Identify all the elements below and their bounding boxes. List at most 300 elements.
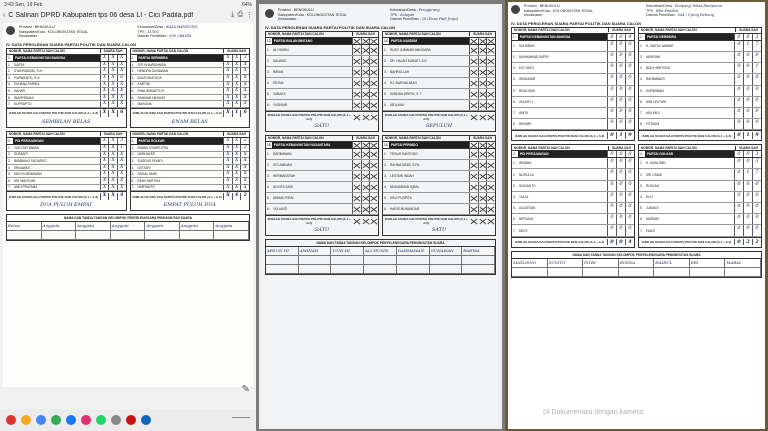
vote-digit: 0 — [616, 52, 625, 62]
back-icon[interactable]: ‹ — [3, 11, 6, 19]
vote-cells — [223, 193, 249, 200]
vote-digit: 0 — [625, 86, 634, 96]
vote-cells — [223, 68, 249, 74]
party-grid — [508, 27, 765, 142]
candidate-name: HERMANSYAH — [273, 173, 296, 178]
candidate-row — [383, 149, 495, 160]
candidate-row — [131, 158, 250, 165]
candidate-number: 6. — [131, 178, 135, 183]
vote-cells — [100, 158, 126, 164]
candidate-row — [266, 204, 378, 215]
vote-digit — [486, 89, 495, 99]
candidate-row — [639, 97, 761, 108]
candidate-row — [639, 41, 761, 52]
candidate-number: 6. — [640, 217, 643, 222]
app-icon[interactable] — [6, 415, 16, 425]
candidate-row — [266, 182, 378, 193]
candidate-name: ANITA — [519, 111, 529, 115]
vote-digit: 0 — [607, 203, 616, 213]
vote-digit — [478, 149, 487, 159]
vote-digit: 0 — [752, 214, 761, 224]
candidate-number: 6. — [384, 206, 387, 211]
candidate-name: RINA WIDIASTUTI — [137, 88, 165, 93]
vote-digit — [369, 204, 378, 214]
vote-digit: 3 — [752, 34, 761, 40]
candidate-number: 6. — [513, 217, 516, 222]
party-name: PARTAI GERINDRA — [645, 34, 734, 40]
column-header: SUARA SAH — [735, 146, 761, 150]
vote-digit — [478, 38, 487, 44]
party-row — [639, 151, 761, 158]
party-vote-table — [511, 27, 635, 142]
vote-cells — [469, 142, 495, 148]
candidate-number: 2. — [131, 152, 135, 157]
column-header: SUARA SAH — [608, 146, 634, 150]
app-icon[interactable] — [36, 415, 46, 425]
vote-cells — [352, 100, 378, 110]
kpu-logo-icon — [511, 5, 520, 14]
candidate-row — [266, 78, 378, 89]
vote-digit — [478, 142, 487, 148]
candidate-row — [131, 145, 250, 152]
vote-digit: X — [232, 68, 241, 74]
field-label: Provinsi : — [19, 25, 35, 29]
vote-digit: X — [232, 55, 241, 61]
party-vote-table — [130, 131, 251, 211]
vote-digit: X — [108, 110, 117, 117]
candidate-name: JUNAIDI — [646, 206, 659, 211]
vote-digit: 0 — [752, 108, 761, 118]
vote-digit: X — [117, 152, 126, 158]
vote-digit: 3 — [117, 138, 126, 144]
document-page — [508, 2, 765, 429]
candidate-number: 3. — [640, 183, 643, 188]
vote-digit: X — [117, 178, 126, 184]
vote-digit — [478, 67, 487, 77]
candidate-number: 5. — [513, 88, 516, 93]
vote-digit: 0 — [625, 203, 634, 213]
vote-digit: X — [108, 145, 117, 151]
candidate-row — [7, 145, 126, 152]
vote-digit: X — [100, 88, 109, 94]
vote-digit: 0 — [743, 34, 752, 40]
candidate-row — [131, 171, 250, 178]
vote-digit: X — [117, 55, 126, 61]
vote-cells — [734, 41, 761, 51]
vote-digit: 0 — [734, 225, 743, 235]
candidate-row — [512, 169, 634, 180]
signature-cell: Anggota — [145, 222, 180, 231]
app-icon[interactable] — [66, 415, 76, 425]
vote-digit: 0 — [616, 108, 625, 118]
candidate-name: YULIA — [519, 194, 529, 199]
party-row — [639, 34, 761, 41]
party-number: 1. — [513, 34, 516, 39]
candidate-row — [512, 158, 634, 169]
vote-digit: X — [223, 75, 232, 81]
party-grid — [3, 131, 253, 211]
total-in-words: SEPULUH — [425, 122, 453, 129]
candidate-row — [7, 171, 126, 178]
party-name: PARTAI PERINDO — [389, 142, 469, 148]
candidate-name: SYAHRUDDIN, S.H. — [14, 69, 43, 74]
vote-digit — [478, 182, 487, 192]
vote-digit: X — [100, 193, 109, 200]
vote-digit: X — [100, 152, 109, 158]
vote-digit: 3 — [240, 138, 249, 144]
signature-cell: Anggota — [111, 222, 146, 231]
candidate-name: BAHRULLAH — [390, 69, 410, 74]
vote-cells — [607, 214, 634, 224]
kpu-logo-icon — [6, 26, 15, 35]
vote-digit: X — [240, 171, 249, 177]
candidate-number: 1. — [640, 161, 643, 166]
signature-cell — [512, 268, 548, 277]
vote-digit: 0 — [616, 63, 625, 73]
status-bar — [0, 0, 256, 9]
vote-digit — [361, 89, 370, 99]
vote-cells — [734, 203, 761, 213]
party-grid — [508, 144, 765, 247]
app-icon[interactable] — [51, 415, 61, 425]
field-label: TPS : — [137, 29, 148, 34]
vote-digit: 0 — [734, 86, 743, 96]
vote-digit: 0 — [734, 41, 743, 51]
candidate-name: ZUHANA FARIDA — [14, 82, 40, 87]
candidate-name: H. MUSLIMIN — [646, 161, 666, 166]
candidate-row — [266, 89, 378, 100]
vote-cells — [734, 97, 761, 107]
candidate-number: 2. — [131, 69, 135, 74]
party-row — [131, 55, 250, 62]
vote-digit — [469, 89, 478, 99]
candidate-row — [266, 160, 378, 171]
candidate-number: 4. — [267, 184, 270, 189]
party-number: 4. — [131, 138, 135, 143]
vote-digit — [369, 100, 378, 110]
signature-cell: Ketua — [7, 222, 42, 231]
vote-digit: X — [232, 95, 241, 101]
vote-digit — [361, 204, 370, 214]
vote-digit: 0 — [625, 52, 634, 62]
candidate-number: 7. — [640, 228, 643, 233]
candidate-row — [131, 95, 250, 102]
vote-digit: X — [232, 88, 241, 94]
edit-icon[interactable]: ✎ — [241, 384, 250, 395]
field-label: Kelurahan/Desa : — [137, 25, 167, 29]
vote-digit: X — [240, 158, 249, 164]
vote-digit: X — [117, 101, 126, 107]
vote-digit: X — [108, 68, 117, 74]
app-icon[interactable] — [21, 415, 31, 425]
vote-cells — [469, 204, 495, 214]
header-field — [278, 17, 384, 22]
app-icon[interactable] — [126, 415, 136, 425]
vote-digit: X — [100, 138, 109, 144]
party-number: 15. — [267, 142, 272, 147]
vote-digit: 2 — [743, 239, 752, 246]
candidate-name: ZULKIFLI — [519, 99, 533, 104]
party-grid — [3, 48, 253, 128]
vote-digit: 4 — [625, 239, 634, 246]
candidate-row — [512, 214, 634, 225]
vote-digit: X — [108, 138, 117, 144]
candidate-name: MARYANI — [646, 55, 661, 60]
vote-digit: X — [108, 75, 117, 81]
party-vote-table — [265, 135, 379, 236]
app-icon[interactable] — [81, 415, 91, 425]
vote-digit: X — [100, 75, 109, 81]
candidate-number: 4. — [267, 80, 270, 85]
party-name: PARTAI GERINDRA — [137, 55, 224, 61]
vote-digit: 0 — [616, 151, 625, 157]
column-header: NOMOR, NAMA PARTAI DAN CALON — [385, 136, 441, 141]
vote-digit — [369, 160, 378, 170]
total-in-words: SATU — [314, 122, 330, 129]
vote-cells — [607, 52, 634, 62]
total-label: JUMLAH SUARA SAH PARTAI POLITIK DAN CALON (A.1 + A.2) — [8, 194, 99, 199]
field-label: Kabupaten/Kota : — [278, 12, 307, 17]
candidate-row — [639, 158, 761, 169]
field-label: Daerah Pemilihan : — [646, 13, 678, 18]
candidate-name: MUHAMMAD SAFRI — [519, 55, 549, 60]
candidate-row — [131, 88, 250, 95]
field-value: BENGKULU — [539, 4, 560, 8]
candidate-row — [512, 52, 634, 63]
vote-digit: X — [117, 95, 126, 101]
total-label: JUMLAH SUARA SAH PARTAI POLITIK DAN CALON (A.1 + A.2) — [514, 240, 605, 245]
candidate-number: 3. — [267, 173, 270, 178]
column-header: NOMOR, NAMA PARTAI DAN CALON — [385, 32, 441, 37]
vote-digit: X — [223, 88, 232, 94]
candidate-number: 4. — [8, 82, 11, 87]
candidate-name: TEGUH SANTOSO — [390, 151, 418, 156]
column-header: NOMOR, NAMA PARTAI DAN CALON — [132, 49, 189, 54]
column-header: NOMOR, NAMA PARTAI DAN CALON — [514, 145, 570, 150]
vote-digit — [361, 149, 370, 159]
candidate-number: 1. — [8, 62, 11, 67]
candidate-name: MARLINA — [137, 102, 152, 107]
vote-cells — [607, 151, 634, 157]
candidate-row — [639, 52, 761, 63]
party-row — [512, 34, 634, 41]
file-title: C Salinan DPRD Kabupaten tps 06 desa LI - Cici Padila.pdf — [8, 11, 194, 19]
vote-cells — [607, 108, 634, 118]
vote-cells — [607, 41, 634, 51]
party-vote-table — [382, 135, 496, 236]
vote-digit — [469, 160, 478, 170]
candidate-name: DEVI PUSPITA — [390, 195, 412, 200]
candidate-name: DARMAWAN — [273, 151, 292, 156]
vote-cells — [607, 225, 634, 235]
candidate-name: SUGENG RIYADI — [137, 158, 163, 163]
vote-digit — [369, 89, 378, 99]
signature-cell — [299, 256, 332, 265]
signature-block — [511, 251, 762, 278]
candidate-name: YUDI SETIAWAN — [14, 145, 39, 150]
vote-digit: 0 — [616, 239, 625, 246]
candidate-name: SUHERNO — [519, 43, 535, 48]
candidate-number: 5. — [384, 195, 387, 200]
field-label: Provinsi : — [278, 8, 294, 12]
app-icon[interactable] — [96, 415, 106, 425]
candidate-row — [512, 74, 634, 85]
vote-cells — [469, 149, 495, 159]
vote-digit — [352, 204, 361, 214]
candidate-number: 6. — [131, 95, 135, 100]
vote-digit: X — [100, 178, 109, 184]
vote-digit — [352, 67, 361, 77]
column-header: SUARA SAH — [223, 132, 249, 136]
field-label: Kecamatan : — [524, 13, 545, 18]
candidate-number: 4. — [8, 165, 11, 170]
vote-digit — [369, 78, 378, 88]
vote-cells — [734, 52, 761, 62]
vote-digit: 0 — [734, 63, 743, 73]
header-field — [138, 34, 251, 39]
battery-level: 64% — [241, 1, 252, 8]
vote-cells — [352, 56, 378, 66]
signature-title: NAMA DAN TANDA TANGAN KELOMPOK PENYELENGGARA PEMUNGUTAN SUARA — [512, 252, 761, 259]
vote-digit — [361, 193, 370, 203]
vote-digit: X — [240, 185, 249, 191]
party-number: 16. — [384, 142, 389, 147]
candidate-name: RAHMAN HIDAYAT — [137, 95, 166, 100]
vote-digit: 0 — [607, 192, 616, 202]
vote-digit: 0 — [734, 239, 743, 246]
vote-digit — [478, 204, 487, 214]
total-label: JUMLAH SUARA SAH PARTAI POLITIK DAN CALON (A.1 + A.2) — [132, 111, 222, 116]
viewer-toolbar — [0, 9, 256, 21]
column-header: SUARA SAH — [352, 32, 378, 36]
party-row — [131, 138, 250, 145]
vote-cells — [100, 145, 126, 151]
section-title: IV. DATA PEROLEHAN SUARA PARTAI POLITIK DAN SUARA CALON — [511, 20, 642, 26]
vote-digit: 0 — [752, 192, 761, 202]
candidate-name: LESTARI — [137, 165, 151, 170]
vote-digit — [352, 89, 361, 99]
vote-digit: 0 — [616, 214, 625, 224]
candidate-row — [131, 101, 250, 108]
app-icon[interactable] — [141, 415, 151, 425]
camera-watermark: Di Dokumentasi dengan kamera — [543, 409, 643, 416]
save-icon[interactable]: ⤓ — [231, 11, 235, 18]
vote-digit: 0 — [743, 119, 752, 129]
candidate-row — [7, 101, 126, 108]
total-row — [512, 130, 634, 140]
total-in-words: SEMBILAN BELAS — [42, 118, 91, 125]
signature-cell — [397, 265, 430, 274]
candidate-number: 4. — [640, 194, 643, 199]
vote-digit: 0 — [625, 181, 634, 191]
signature-block — [265, 239, 496, 275]
more-icon[interactable]: ⋮ — [246, 12, 253, 19]
vote-digit: 0 — [743, 86, 752, 96]
field-value: BENGKULU — [293, 8, 314, 12]
candidate-number: 1. — [640, 43, 643, 48]
candidate-name: RAHMA DEWI, S.Pd. — [390, 162, 421, 167]
signature-title: NAMA DAN TANDA TANGAN KELOMPOK PENYELENGGARA PEMUNGUTAN SUARA — [7, 215, 249, 222]
vote-digit — [369, 182, 378, 192]
candidate-row — [266, 149, 378, 160]
party-number: 13. — [267, 38, 272, 43]
vote-cells — [734, 108, 761, 118]
vote-digit — [361, 142, 370, 148]
vote-cells — [469, 171, 495, 181]
vote-digit: X — [108, 171, 117, 177]
vote-digit: 0 — [752, 225, 761, 235]
candidate-row — [639, 225, 761, 236]
vote-digit — [478, 160, 487, 170]
vote-digit: 0 — [616, 192, 625, 202]
party-grid — [262, 135, 499, 236]
total-row — [266, 215, 378, 226]
vote-digit: 2 — [752, 239, 761, 246]
vote-digit — [369, 56, 378, 66]
candidate-name: SUGIANTO — [519, 183, 536, 188]
vote-digit — [469, 182, 478, 192]
section-title: IV. DATA PEROLEHAN SUARA PARTAI POLITIK DAN SUARA CALON — [265, 24, 396, 30]
vote-cells — [352, 160, 378, 170]
candidate-number: 3. — [267, 69, 270, 74]
vote-digit — [478, 193, 487, 203]
vote-digit — [352, 182, 361, 192]
candidate-number: 3. — [384, 173, 387, 178]
vote-digit: X — [240, 165, 249, 171]
home-bar[interactable] — [232, 417, 250, 423]
vote-digit: 9 — [625, 34, 634, 40]
vote-digit — [478, 78, 487, 88]
print-icon[interactable]: ⎙ — [237, 11, 243, 18]
candidate-row — [7, 62, 126, 69]
vote-cells — [469, 100, 495, 110]
vote-digit: X — [223, 138, 232, 144]
candidate-number: 4. — [384, 80, 387, 85]
candidate-number: 3. — [131, 158, 135, 163]
candidate-row — [266, 171, 378, 182]
candidate-name: HARYANTO — [137, 185, 155, 190]
vote-cells — [469, 56, 495, 66]
total-label: JUMLAH SUARA SAH PARTAI POLITIK DAN CALON (A.1 + A.2) — [8, 111, 99, 116]
candidate-row — [7, 185, 126, 192]
vote-digit: X — [240, 178, 249, 184]
candidate-number: 3. — [131, 75, 135, 80]
vote-digit: X — [108, 82, 117, 88]
signature-cell: SUGITO — [548, 259, 584, 268]
vote-cells — [100, 165, 126, 171]
candidate-name: FAUZI — [646, 228, 656, 233]
app-icon[interactable] — [111, 415, 121, 425]
section-title: IV. DATA PEROLEHAN SUARA PARTAI POLITIK DAN SUARA CALON — [6, 41, 137, 47]
vote-cells — [352, 142, 378, 148]
vote-cells — [223, 158, 249, 164]
party-name: PARTAI GOLKAR — [645, 151, 734, 157]
signature-cell — [725, 268, 761, 277]
party-name: PARTAI KEBANGKITAN NUSANTARA — [272, 142, 352, 148]
candidate-number: 7. — [8, 102, 11, 107]
party-row — [383, 38, 495, 45]
vote-digit — [478, 56, 487, 66]
candidate-name: YUSNIAR — [273, 102, 288, 107]
vote-digit: 0 — [734, 203, 743, 213]
vote-cells — [734, 151, 761, 157]
vote-digit: X — [117, 171, 126, 177]
field-label: Kecamatan : — [278, 17, 299, 22]
field-value: KOLONGKOTAN TEGAL — [306, 12, 347, 17]
vote-digit — [478, 171, 487, 181]
signature-cell: FITRI — [583, 259, 619, 268]
candidate-number: 5. — [640, 88, 643, 93]
